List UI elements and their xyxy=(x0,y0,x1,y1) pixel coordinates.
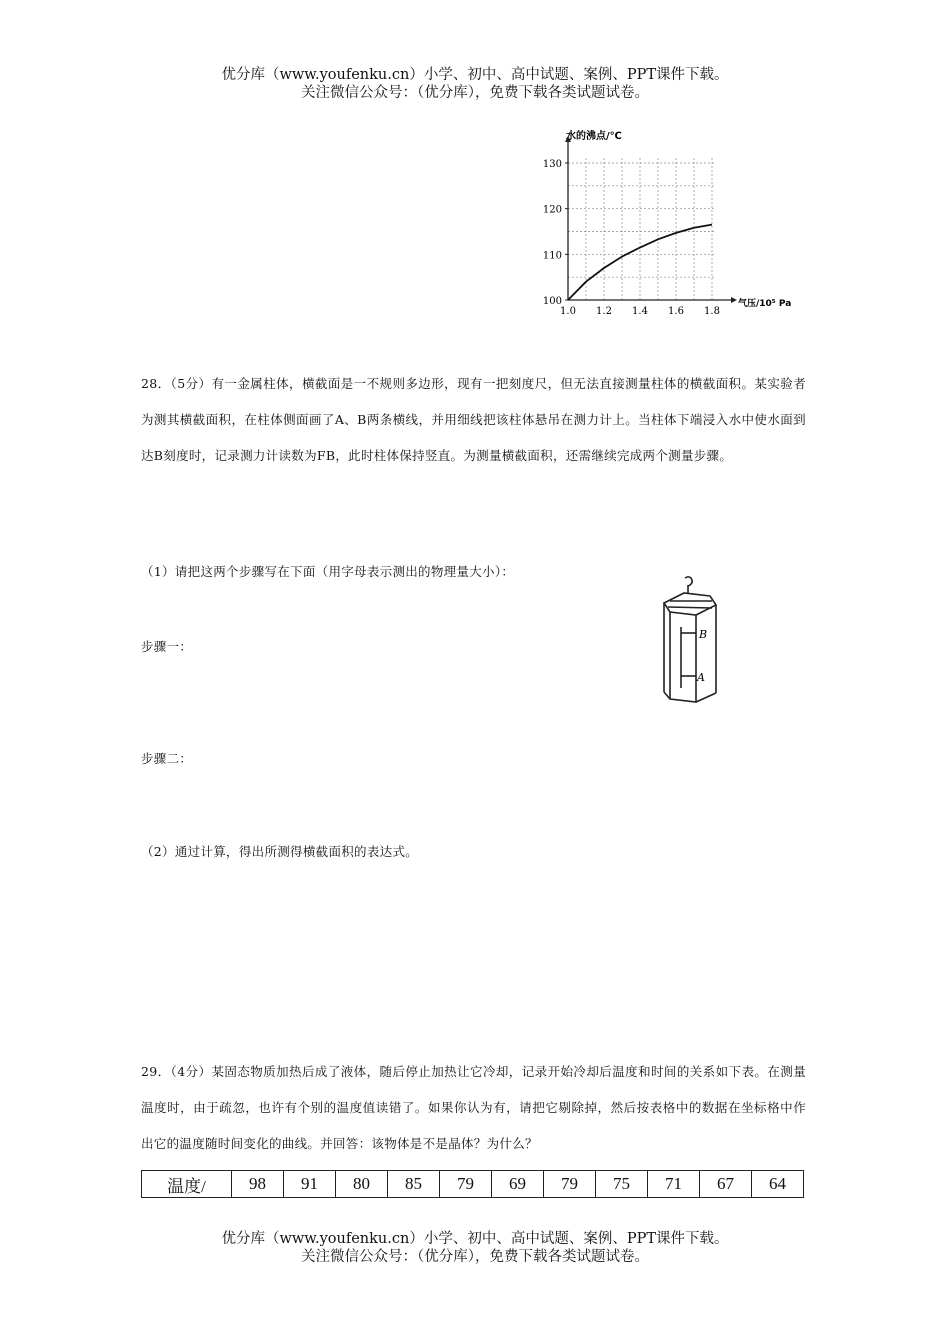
y-tick-label: 120 xyxy=(542,204,562,216)
hook xyxy=(685,577,692,586)
page-footer-line2: 关注微信公众号：（优分库），免费下载各类试题试卷。 xyxy=(301,1249,649,1265)
prism-bottom xyxy=(664,692,716,702)
table-cell: 69 xyxy=(492,1171,544,1198)
page-header-line1: 优分库（www.youfenku.cn）小学、初中、高中试题、案例、PPT课件下载。 xyxy=(221,67,729,83)
table-cell: 91 xyxy=(284,1171,336,1198)
label-b: B xyxy=(699,628,708,641)
y-tick-label: 100 xyxy=(542,296,562,307)
y-tick-label: 130 xyxy=(542,159,562,170)
x-tick-label: 1.8 xyxy=(704,306,720,317)
hanging-prism-figure xyxy=(650,575,730,707)
table-row xyxy=(142,1171,804,1198)
q28-part1: （1）请把这两个步骤写在下面（用字母表示测出的物理量大小）： xyxy=(141,564,515,579)
table-cell: 64 xyxy=(752,1171,804,1198)
q28-step1: 步骤一： xyxy=(141,639,193,654)
y-axis-label: 水的沸点/℃ xyxy=(566,131,622,142)
q28-text: 28．（5分）有一金属柱体，横截面是一不规则多边形，现有一把刻度尺，但无法直接测量柱体的横截面积。某实验者为测其横截面积，在柱体侧面画了A、B两条横线，并用细线把该柱体悬吊在测力计上。当柱体下端浸入水中使水面到达B刻度时，记录测力计读数为FB，此时柱体保持竖直。为测量横截面积，还需继续完成两个测量步骤。 xyxy=(141,376,806,463)
x-axis-arrow xyxy=(731,297,737,303)
table-header-cell: 温度/ xyxy=(142,1171,232,1198)
x-axis-label: 气压/10⁵ Pa xyxy=(738,299,792,309)
prism-top-face xyxy=(664,593,716,615)
x-tick-label: 1.4 xyxy=(632,306,648,317)
table-cell: 85 xyxy=(388,1171,440,1198)
x-tick-label: 1.6 xyxy=(668,306,684,317)
page-header-line2: 关注微信公众号：（优分库），免费下载各类试题试卷。 xyxy=(301,85,649,101)
q28-step2: 步骤二： xyxy=(141,751,193,766)
label-a: A xyxy=(697,671,705,684)
table-cell: 71 xyxy=(648,1171,700,1198)
table-cell: 98 xyxy=(232,1171,284,1198)
x-tick-label: 1.0 xyxy=(560,306,576,317)
table-cell: 67 xyxy=(700,1171,752,1198)
table-cell: 79 xyxy=(544,1171,596,1198)
q29-text: 29．（4分）某固态物质加热后成了液体，随后停止加热让它冷却，记录开始冷却后温度和时间的关系如下表。在测量温度时，由于疏忽，也许有个别的温度值读错了。如果你认为有，请把它剔除掉，然后按表格中的数据在坐标格中作出它的温度随时间变化的曲线。并回答：该物体是不是晶体？为什么？ xyxy=(141,1064,806,1151)
x-tick-label: 1.2 xyxy=(596,306,612,317)
boiling-point-chart xyxy=(528,128,818,318)
q28-part2: （2）通过计算，得出所测得横截面积的表达式。 xyxy=(141,844,419,859)
table-cell: 75 xyxy=(596,1171,648,1198)
page-footer-line1: 优分库（www.youfenku.cn）小学、初中、高中试题、案例、PPT课件下载。 xyxy=(221,1231,729,1247)
chart-ticks xyxy=(543,159,720,317)
table-cell: 79 xyxy=(440,1171,492,1198)
temperature-table xyxy=(141,1170,804,1198)
table-cell: 80 xyxy=(336,1171,388,1198)
y-tick-label: 110 xyxy=(542,250,562,262)
